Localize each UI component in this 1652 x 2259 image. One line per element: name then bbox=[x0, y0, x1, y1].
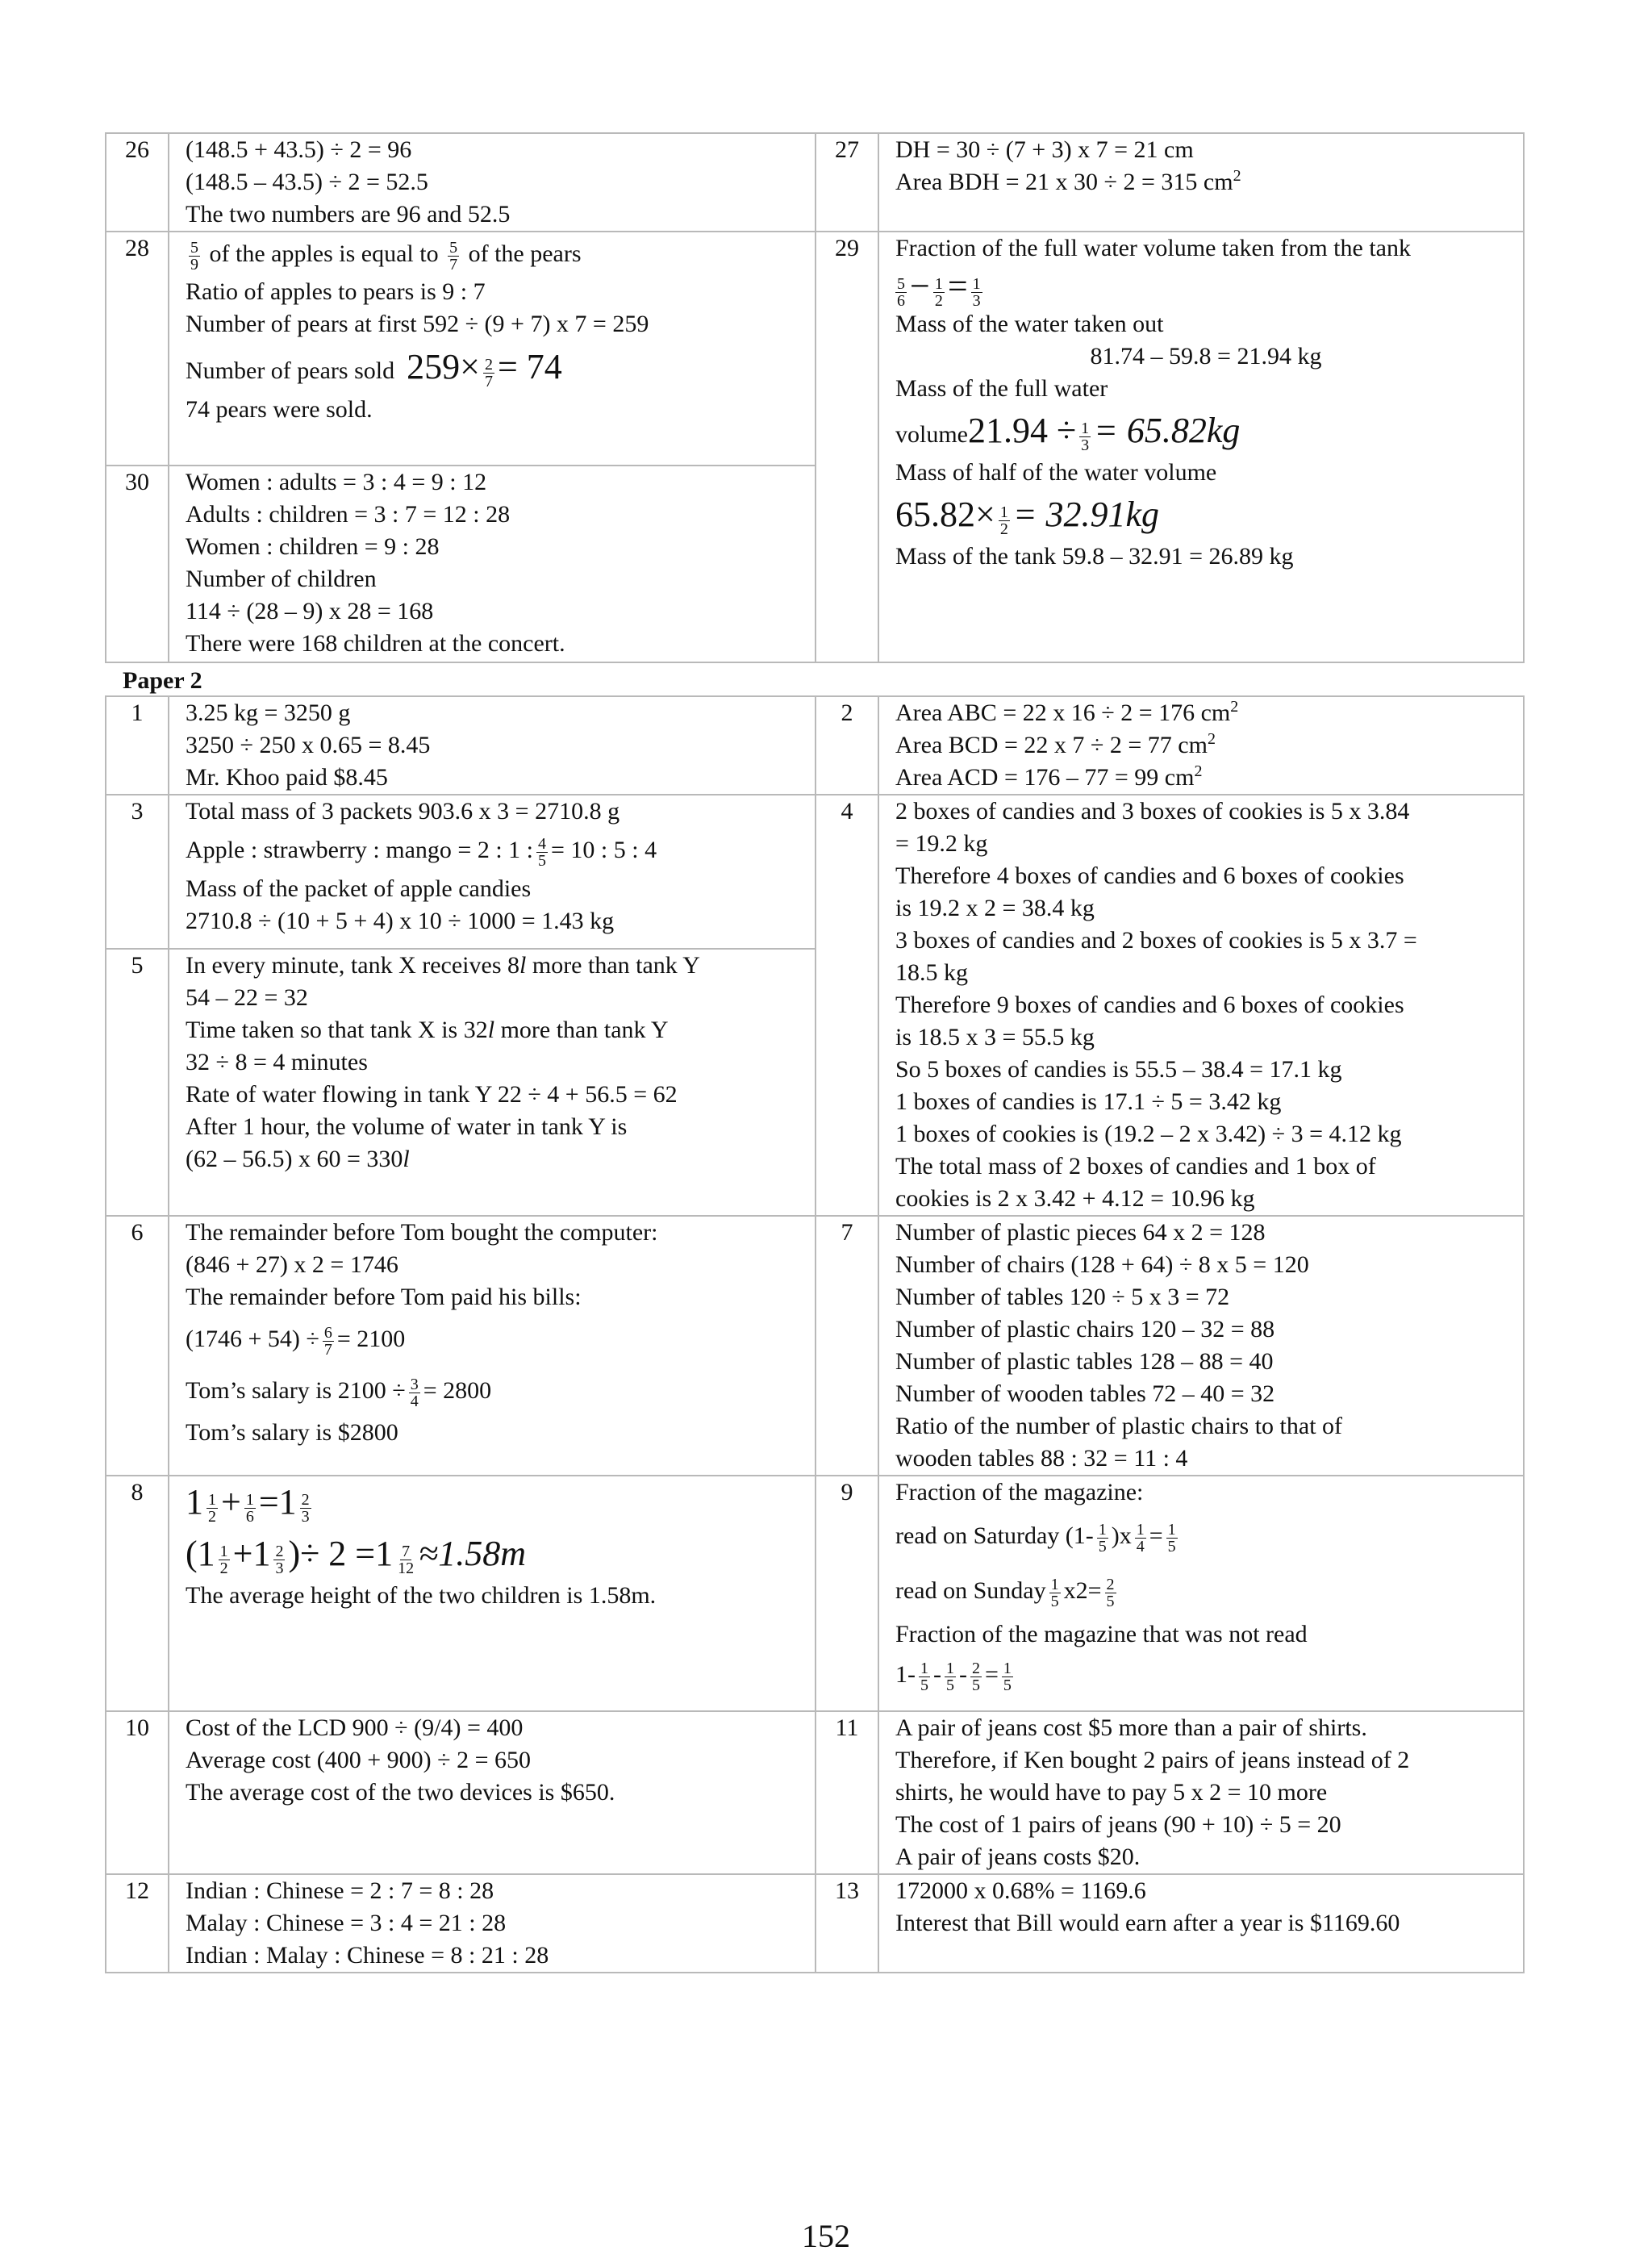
answer-26: (148.5 + 43.5) ÷ 2 = 96 (148.5 – 43.5) ÷ 2 = 52.5 The two numbers are 96 and 52.5 bbox=[169, 133, 816, 232]
question-number: 29 bbox=[816, 232, 878, 662]
question-number: 1 bbox=[106, 696, 169, 795]
answers-table-paper2 bbox=[105, 695, 1525, 1973]
answer-7: Number of plastic pieces 64 x 2 = 128 Number of chairs (128 + 64) ÷ 8 x 5 = 120 Number of tables 120 ÷ 5 x 3 = 72 Number of plastic chairs 120 – 32 = 88 Number of plastic tables 128 – 88 = 40 Number of wooden tables 72 – 40 = 32 Ratio of the number of plastic chairs to that of wooden tables 88 : 32 = 11 : 4 bbox=[878, 1216, 1524, 1476]
question-number: 6 bbox=[106, 1216, 169, 1476]
question-number: 4 bbox=[816, 795, 878, 1216]
question-number: 8 bbox=[106, 1476, 169, 1711]
question-number: 28 bbox=[106, 232, 169, 466]
question-number: 2 bbox=[816, 696, 878, 795]
answer-13: 172000 x 0.68% = 1169.6 Interest that Bill would earn after a year is $1169.60 bbox=[878, 1874, 1524, 1973]
question-number: 27 bbox=[816, 133, 878, 232]
page-number: 152 bbox=[802, 2218, 850, 2254]
table-row bbox=[106, 133, 1524, 232]
question-number: 3 bbox=[106, 795, 169, 949]
question-number: 7 bbox=[816, 1216, 878, 1476]
question-number: 12 bbox=[106, 1874, 169, 1973]
question-number: 5 bbox=[106, 949, 169, 1216]
answer-3: Total mass of 3 packets 903.6 x 3 = 2710.8 g Apple : strawberry : mango = 2 : 1 : $\frac{4}{5}$ = 10 : 5 : 4 Mass of the packet of apple candies 2710.8 ÷ (10 + 5 + 4) x 10 ÷ 1000 = 1.43 kg bbox=[169, 795, 816, 949]
table-row bbox=[106, 1874, 1524, 1973]
answer-30: Women : adults = 3 : 4 = 9 : 12 Adults : children = 3 : 7 = 12 : 28 Women : children = 9 : 28 Number of children 114 ÷ (28 – 9) x 28 = 168 There were 168 children at the concert. bbox=[169, 466, 816, 662]
table-row bbox=[106, 1711, 1524, 1874]
question-number: 9 bbox=[816, 1476, 878, 1711]
answer-1: 3.25 kg = 3250 g 3250 ÷ 250 x 0.65 = 8.45 Mr. Khoo paid $8.45 bbox=[169, 696, 816, 795]
answer-9: Fraction of the magazine: read on Saturday (1- $\frac{1}{5}$ )x $\frac{1}{4}$ = $\frac{1}{5}$ read on Sunday $\frac{1}{5}$ x2= $\frac{2}{5}$ Fraction of the magazine that was not read 1- $\frac{1}{5}$ - $\frac{1}{5}$ - $\frac{2}{5}$ = $\frac{1}{5}$ bbox=[878, 1476, 1524, 1711]
question-number: 13 bbox=[816, 1874, 878, 1973]
answer-5: In every minute, tank X receives 8l more than tank Y 54 – 22 = 32 Time taken so that tank X is 32l more than tank Y 32 ÷ 8 = 4 minutes Rate of water flowing in tank Y 22 ÷ 4 + 56.5 = 62 After 1 hour, the volume of water in tank Y is (62 – 56.5) x 60 = 330l bbox=[169, 949, 816, 1216]
table-row bbox=[106, 795, 1524, 949]
answer-29: Fraction of the full water volume taken from the tank $\frac{5}{6}$ − $\frac{1}{2}$ = $\frac{1}{3}$ Mass of the water taken out 81.74 – 59.8 = 21.94 kg Mass of the full water volume21.94 ÷ $\frac{1}{3}$ = 65.82kg Mass of half of the water volume 65.82× $\frac{1}{2}$ = 32.91kg Mass of the tank 59.8 – 32.91 = 26.89 kg bbox=[878, 232, 1524, 662]
answer-8: 1 $\frac{1}{2}$ + $\frac{1}{6}$ =1 $\frac{2}{3}$ (1 $\frac{1}{2}$ +1 $\frac{2}{3}$ )÷ 2 =1 $\frac{7}{12}$ ≈1.58m The average height of the two children is 1.58m. bbox=[169, 1476, 816, 1711]
table-row bbox=[106, 232, 1524, 466]
answers-table-paper1 bbox=[105, 132, 1525, 663]
answer-6: The remainder before Tom bought the computer: (846 + 27) x 2 = 1746 The remainder before Tom paid his bills: (1746 + 54) ÷ $\frac{6}{7}$ = 2100 Tom’s salary is 2100 ÷ $\frac{3}{4}$ = 2800 Tom’s salary is $2800 bbox=[169, 1216, 816, 1476]
answer-4: 2 boxes of candies and 3 boxes of cookies is 5 x 3.84 = 19.2 kg Therefore 4 boxes of candies and 6 boxes of cookies is 19.2 x 2 = 38.4 kg 3 boxes of candies and 2 boxes of cookies is 5 x 3.7 = 18.5 kg Therefore 9 boxes of candies and 6 boxes of cookies is 18.5 x 3 = 55.5 kg So 5 boxes of candies is 55.5 – 38.4 = 17.1 kg 1 boxes of candies is 17.1 ÷ 5 = 3.42 kg 1 boxes of cookies is (19.2 – 2 x 3.42) ÷ 3 = 4.12 kg The total mass of 2 boxes of candies and 1 box of cookies is 2 x 3.42 + 4.12 = 10.96 kg bbox=[878, 795, 1524, 1216]
answer-27: DH = 30 ÷ (7 + 3) x 7 = 21 cm Area BDH = 21 x 30 ÷ 2 = 315 $cm^2$ bbox=[878, 133, 1524, 232]
answer-12: Indian : Chinese = 2 : 7 = 8 : 28 Malay : Chinese = 3 : 4 = 21 : 28 Indian : Malay : Chinese = 8 : 21 : 28 bbox=[169, 1874, 816, 1973]
question-number: 26 bbox=[106, 133, 169, 232]
table-row bbox=[106, 1216, 1524, 1476]
question-number: 11 bbox=[816, 1711, 878, 1874]
answer-2: Area ABC = 22 x 16 ÷ 2 = 176 $cm^2$ Area BCD = 22 x 7 ÷ 2 = 77 $cm^2$ Area ACD = 176 – 77 = 99 $cm^2$ bbox=[878, 696, 1524, 795]
table-row bbox=[106, 1476, 1524, 1711]
question-number: 30 bbox=[106, 466, 169, 662]
table-row bbox=[106, 696, 1524, 795]
answer-11: A pair of jeans cost $5 more than a pair of shirts. Therefore, if Ken bought 2 pairs of jeans instead of 2 shirts, he would have to pay 5 x 2 = 10 more The cost of 1 pairs of jeans (90 + 10) ÷ 5 = 20 A pair of jeans costs $20. bbox=[878, 1711, 1524, 1874]
section-heading-paper2: Paper 2 bbox=[123, 667, 202, 694]
answer-28: $\frac{5}{9}$ of the apples is equal to $\frac{5}{7}$ of the pears Ratio of apples to pears is 9 : 7 Number of pears at first 592 ÷ (9 + 7) x 7 = 259 Number of pears sold 259× $\frac{2}{7}$ = 74 74 pears were sold. bbox=[169, 232, 816, 466]
question-number: 10 bbox=[106, 1711, 169, 1874]
answer-10: Cost of the LCD 900 ÷ (9/4) = 400 Average cost (400 + 900) ÷ 2 = 650 The average cost of the two devices is $650. bbox=[169, 1711, 816, 1874]
